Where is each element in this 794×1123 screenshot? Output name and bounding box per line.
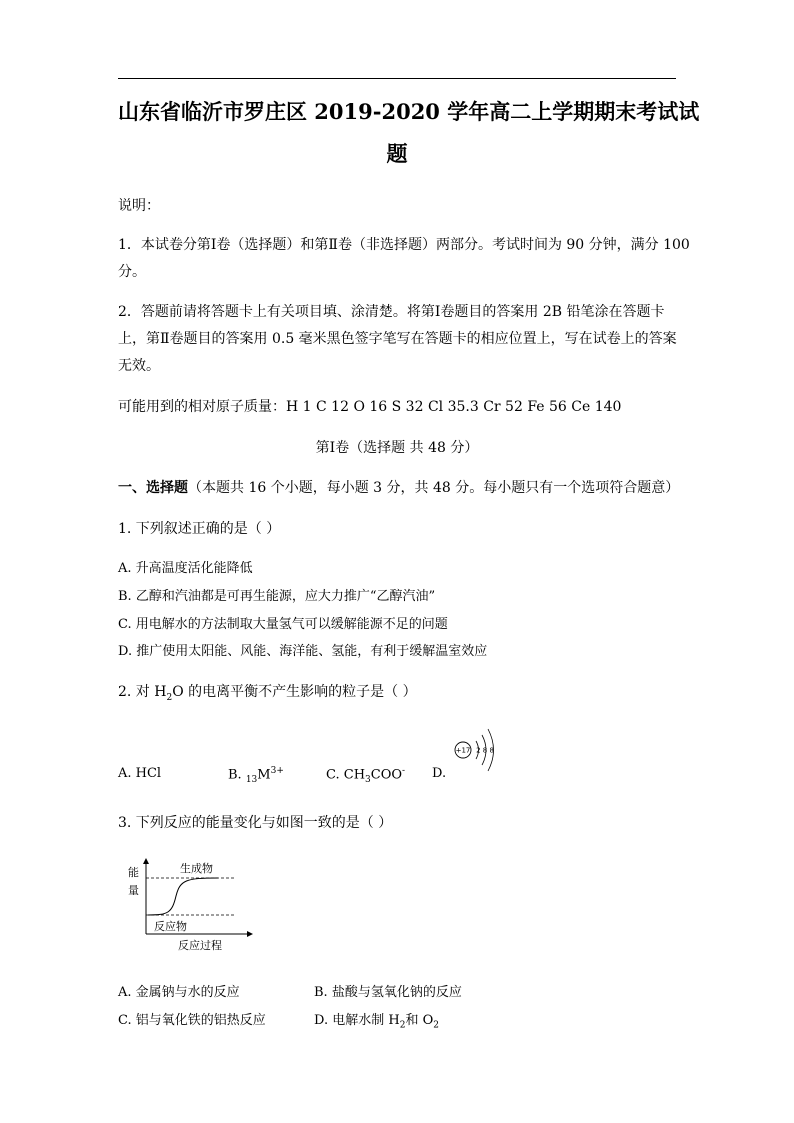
q3-option-d (314, 1009, 439, 1031)
x-axis-label: 反应过程 (178, 939, 222, 952)
q3-d-pre: D. 电解水制 H (314, 1013, 400, 1028)
q3-stem: 3. 下列反应的能量变化与如图一致的是（ ） (118, 815, 393, 831)
q2-stem (118, 681, 417, 703)
product-label: 生成物 (180, 862, 213, 875)
energy-profile-diagram (118, 852, 268, 957)
atom-shell-counts: 2 8 8 (476, 746, 494, 755)
q2-b-pre: B. (228, 767, 246, 783)
q2-option-b (228, 766, 284, 785)
q2-b-sup: 3+ (270, 766, 284, 776)
instruction-1-line1: 1．本试卷分第Ⅰ卷（选择题）和第Ⅱ卷（非选择题）两部分。考试时间为 90 分钟，满分 100 (118, 237, 690, 253)
atomic-masses: 可能用到的相对原子质量：H 1 C 12 O 16 S 32 Cl 35.3 Cr 52 Fe 56 Ce 140 (118, 399, 622, 415)
q3-option-a: A. 金属钠与水的反应 (118, 985, 240, 1000)
q1-option-a: A. 升高温度活化能降低 (118, 561, 253, 576)
y-axis-label-1: 能 (128, 866, 139, 879)
section-header (118, 477, 679, 497)
q2-c-main: COO (370, 767, 403, 783)
instructions-label: 说明： (118, 198, 160, 214)
reaction-curve (148, 878, 218, 915)
q2-c-sub: 3 (365, 774, 371, 785)
page-title-line2: 题 (386, 141, 408, 166)
instruction-2-line1: 2．答题前请将答题卡上有关项目填、涂清楚。将第Ⅰ卷题目的答案用 2B 铅笔涂在答题卡 (118, 304, 665, 320)
atom-structure-diagram (450, 722, 500, 780)
q3-option-c: C. 铝与氧化铁的铝热反应 (118, 1013, 266, 1028)
q2-stem-post: O 的电离平衡不产生影响的粒子是（ ） (172, 684, 417, 700)
q1-option-d: D. 推广使用太阳能、风能、海洋能、氢能，有利于缓解温室效应 (118, 644, 488, 659)
q3-option-b: B. 盐酸与氢氧化钠的反应 (314, 985, 462, 1000)
q1-option-b: B. 乙醇和汽油都是可再生能源，应大力推广“乙醇汽油” (118, 589, 436, 604)
q1-stem: 1. 下列叙述正确的是（ ） (118, 521, 281, 537)
section-description: （本题共 16 个小题，每小题 3 分，共 48 分。每小题只有一个选项符合题意） (188, 480, 680, 496)
page-title-line1: 山东省临沂市罗庄区 2019-2020 学年高二上学期期末考试试 (118, 99, 700, 124)
header-rule (118, 78, 676, 79)
atom-nucleus-label: +17 (455, 746, 471, 755)
q2-c-sup: - (402, 766, 406, 776)
q2-c-pre: C. CH (326, 767, 366, 783)
q3-d-mid: 和 O (405, 1013, 434, 1028)
y-axis-label-2: 量 (128, 884, 139, 897)
q3-d-sub1: 2 (399, 1020, 406, 1031)
reactant-label: 反应物 (154, 920, 187, 933)
section-title: 一、选择题 (118, 480, 188, 496)
part1-heading: 第Ⅰ卷（选择题 共 48 分） (315, 440, 479, 456)
q2-stem-pre: 2. 对 H (118, 684, 167, 700)
instruction-2-line3: 无效。 (118, 358, 160, 374)
q1-option-c: C. 用电解水的方法制取大量氢气可以缓解能源不足的问题 (118, 617, 448, 632)
q2-stem-sub: 2 (166, 692, 173, 703)
q2-option-a: A. HCl (118, 766, 162, 781)
instruction-1-line2: 分。 (118, 264, 146, 280)
q3-d-sub2: 2 (433, 1020, 439, 1031)
q2-b-main: M (257, 767, 271, 783)
instruction-2-line2: 上，第Ⅱ卷题目的答案用 0.5 毫米黑色签字笔写在答题卡的相应位置上，写在试卷上的答案 (118, 331, 677, 347)
q2-option-d: D. (432, 766, 447, 781)
q2-b-sub: 13 (245, 774, 258, 785)
q2-option-c (326, 766, 405, 785)
